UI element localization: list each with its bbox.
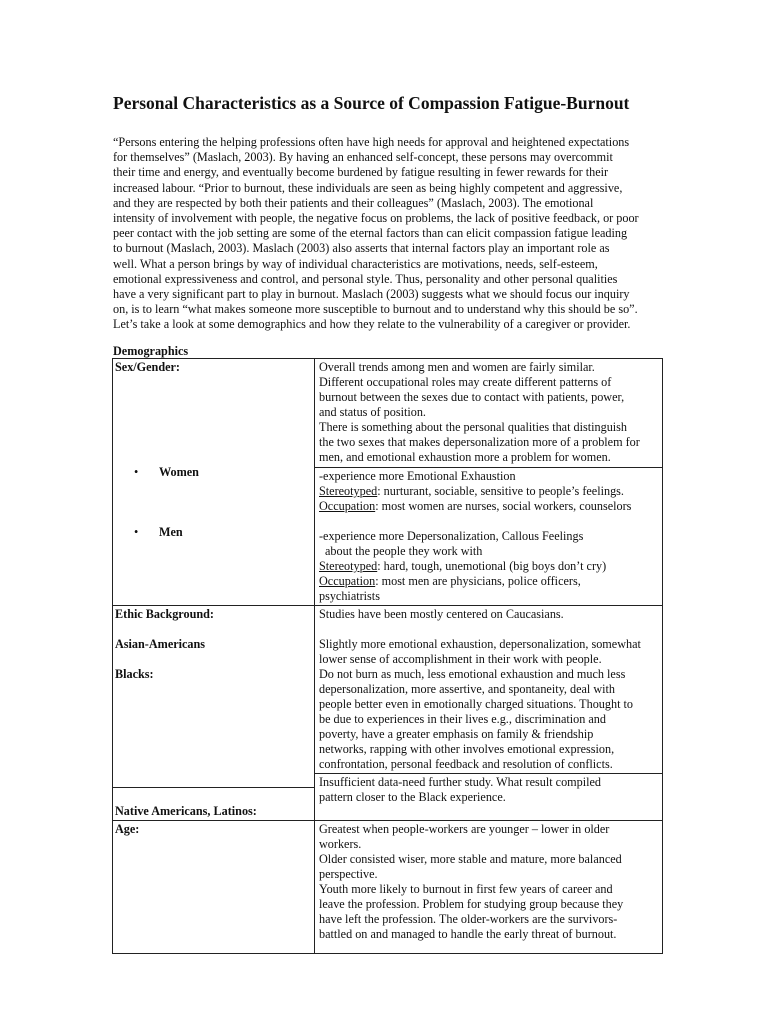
- occupation-text: : most men are physicians, police officers,: [375, 574, 581, 588]
- text-line: [319, 559, 658, 574]
- intro-line: and they are respected by both their patients and their colleagues” (Maslach, 2003). The emotional: [113, 195, 594, 210]
- asian-label: Asian-Americans: [115, 637, 206, 651]
- text-line: [319, 499, 658, 514]
- ethnic-text: [315, 606, 662, 773]
- bullet-icon: •: [134, 465, 139, 479]
- intro-line: have a very significant part to play in burnout. Maslach (2003) suggests what we should focus our inquiry: [113, 287, 630, 302]
- text-line: Greatest when people-workers are younger – lower in older: [319, 822, 610, 836]
- text-line: battled on and managed to handle the early threat of burnout.: [319, 927, 617, 941]
- women-text: [315, 468, 662, 605]
- intro-line: increased labour. “Prior to burnout, these individuals are seen as being highly competent and aggressive,: [113, 180, 623, 195]
- text-line: people better even in emotionally charged situations. Thought to: [319, 697, 633, 711]
- native-label: Native Americans, Latinos:: [115, 804, 257, 818]
- table-row: [113, 821, 663, 954]
- page-title: Personal Characteristics as a Source of Compassion Fatigue-Burnout: [113, 93, 630, 113]
- text-line: Insufficient data-need further study. What result compiled: [319, 775, 602, 789]
- text-line: confrontation, personal feedback and resolution of conflicts.: [319, 757, 613, 771]
- text-line: There is something about the personal qualities that distinguish: [319, 420, 628, 434]
- sex-gender-text: [315, 359, 662, 468]
- stereotyped-label: Stereotyped: [319, 484, 378, 498]
- stereotyped-text: : nurturant, sociable, sensitive to people’s feelings.: [377, 484, 624, 498]
- text-line: depersonalization, more assertive, and spontaneity, deal with: [319, 682, 616, 696]
- intro-line: emotional expressiveness and control, and personal style. Thus, personality and other personal qualities: [113, 271, 618, 286]
- native-text: [315, 773, 662, 806]
- row-label-cell: [113, 606, 315, 821]
- text-line: about the people they work with: [325, 544, 483, 558]
- intro-line: Let’s take a look at some demographics and how they relate to the vulnerability of a caregiver or provider.: [113, 317, 631, 332]
- stereotyped-text: : hard, tough, unemotional (big boys don’t cry): [377, 559, 607, 573]
- ethnic-label: Ethic Background:: [115, 607, 214, 621]
- intro-line: intensity of involvement with people, the negative focus on problems, the lack of positive feedback, or poor: [113, 211, 639, 226]
- occupation-label: Occupation: [319, 574, 376, 588]
- occupation-label: Occupation: [319, 499, 376, 513]
- text-line: networks, rapping with other involves emotional expression,: [319, 742, 615, 756]
- text-line: workers.: [319, 837, 362, 851]
- text-line: pattern closer to the Black experience.: [319, 790, 506, 804]
- text-line: perspective.: [319, 867, 378, 881]
- blacks-label: Blacks:: [115, 667, 154, 681]
- text-line: Do not burn as much, less emotional exhaustion and much less: [319, 667, 626, 681]
- intro-line: their time and energy, and eventually become burdened by fatigue resulting in fewer rewards for their: [113, 165, 609, 180]
- text-line: have left the profession. The older-workers are the survivors-: [319, 912, 618, 926]
- section-heading: Demographics: [113, 344, 189, 358]
- intro-line: well. What a person brings by way of individual characteristics are motivations, needs, self-esteem,: [113, 256, 598, 271]
- text-line: Different occupational roles may create different patterns of: [319, 375, 612, 389]
- text-line: -experience more Emotional Exhaustion: [319, 469, 516, 483]
- intro-line: for themselves” (Maslach, 2003). By having an enhanced self-concept, these persons may overcommit: [113, 150, 613, 165]
- text-line: Youth more likely to burnout in first few years of career and: [319, 882, 613, 896]
- text-line: the two sexes that makes depersonalization more of a problem for: [319, 435, 640, 449]
- men-bullet-item: [115, 525, 310, 540]
- text-line: Overall trends among men and women are fairly similar.: [319, 360, 595, 374]
- women-label: Women: [159, 465, 199, 479]
- intro-line: “Persons entering the helping professions often have high needs for approval and heightened expectations: [113, 135, 630, 149]
- text-line: Older consisted wiser, more stable and mature, more balanced: [319, 852, 622, 866]
- text-line: and status of position.: [319, 405, 426, 419]
- occupation-text: : most women are nurses, social workers, counselors: [375, 499, 632, 513]
- text-line: [319, 574, 658, 589]
- row-content-cell: [315, 821, 663, 954]
- intro-line: on, is to learn “what makes someone more susceptible to burnout and to understand why this should be so”.: [113, 302, 638, 317]
- row-label-cell: [113, 359, 315, 606]
- row-content-cell: [315, 606, 663, 821]
- text-line: [319, 484, 658, 499]
- table-row: [113, 606, 663, 821]
- bullet-icon: •: [134, 525, 139, 539]
- intro-line: to burnout (Maslach, 2003). Maslach (2003) also asserts that internal factors play an important role as: [113, 241, 610, 256]
- text-line: burnout between the sexes due to contact with patients, power,: [319, 390, 625, 404]
- text-line: men, and emotional exhaustion more a problem for women.: [319, 450, 611, 464]
- sex-gender-label: Sex/Gender:: [115, 360, 180, 374]
- demographics-table: [112, 358, 663, 954]
- text-line: poverty, have a greater emphasis on family & friendship: [319, 727, 594, 741]
- intro-line: peer contact with the job setting are some of the eternal factors than can elicit compassion fatigue leading: [113, 226, 628, 241]
- stereotyped-label: Stereotyped: [319, 559, 378, 573]
- women-bullet-item: [115, 465, 310, 480]
- text-line: Slightly more emotional exhaustion, depersonalization, somewhat: [319, 637, 641, 651]
- men-label: Men: [159, 525, 183, 539]
- intro-paragraph: [113, 135, 663, 333]
- row-label-cell: [113, 821, 315, 954]
- text-line: be due to experiences in their lives e.g., discrimination and: [319, 712, 606, 726]
- age-label: Age:: [115, 822, 140, 836]
- row-content-cell: [315, 359, 663, 606]
- text-line: Studies have been mostly centered on Caucasians.: [319, 607, 564, 621]
- text-line: -experience more Depersonalization, Callous Feelings: [319, 529, 584, 543]
- text-line: lower sense of accomplishment in their work with people.: [319, 652, 602, 666]
- text-line: leave the profession. Problem for studying group because they: [319, 897, 624, 911]
- table-row: [113, 359, 663, 606]
- text-line: psychiatrists: [319, 589, 380, 603]
